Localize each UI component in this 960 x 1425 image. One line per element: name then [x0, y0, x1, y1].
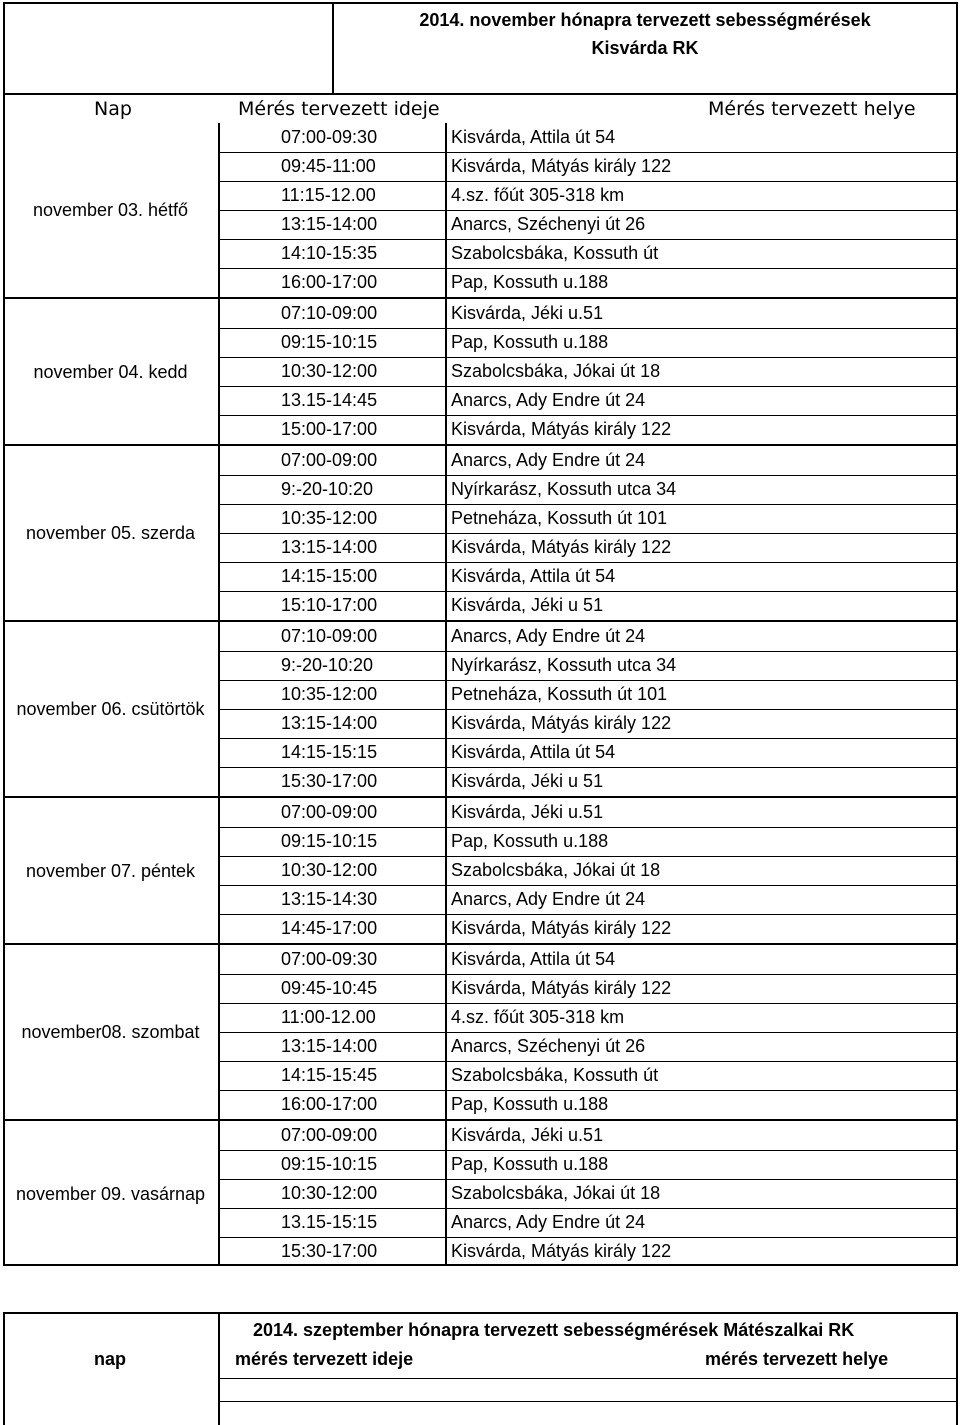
time-cell: 11:00-12.00: [281, 1007, 376, 1027]
time-cell: 15:10-17:00: [281, 595, 378, 615]
place-cell: Kisvárda, Jéki u 51: [451, 771, 604, 791]
row-divider: [218, 1003, 958, 1004]
column-divider-time: [445, 622, 447, 796]
place-cell: Szabolcsbáka, Jókai út 18: [451, 860, 661, 880]
row-divider: [218, 533, 958, 534]
row-divider: [218, 974, 958, 975]
place-cell: Anarcs, Széchenyi út 26: [451, 1036, 646, 1056]
row-divider: [218, 357, 958, 358]
time-cell: 14:15-15:00: [281, 566, 378, 586]
time-cell: 10:30-12:00: [281, 860, 378, 880]
place-cell: Anarcs, Ady Endre út 24: [451, 889, 646, 909]
place-cell: Pap, Kossuth u.188: [451, 1154, 609, 1174]
row-divider: [218, 415, 958, 416]
row-divider: [218, 504, 958, 505]
second-table-border-top: [3, 1312, 958, 1314]
row-divider: [218, 386, 958, 387]
place-cell: Kisvárda, Attila út 54: [451, 742, 616, 762]
row-divider: [218, 1150, 958, 1151]
day-label: november 04. kedd: [33, 361, 188, 382]
day-label: november 05. szerda: [25, 523, 196, 543]
place-cell: Anarcs, Ady Endre út 24: [451, 390, 646, 410]
place-cell: Kisvárda, Mátyás király 122: [451, 537, 672, 557]
row-divider: [218, 475, 958, 476]
column-divider-time: [445, 945, 447, 1119]
time-cell: 13:15-14:30: [281, 889, 378, 909]
page-subtitle: Kisvárda RK: [591, 38, 699, 58]
time-cell: 09:15-10:15: [281, 1154, 378, 1174]
time-cell: 15:30-17:00: [281, 771, 378, 791]
time-cell: 10:35-12:00: [281, 508, 378, 528]
row-divider: [218, 562, 958, 563]
second-table-title: 2014. szeptember hónapra tervezett sebességmérések Mátészalkai RK: [253, 1320, 855, 1340]
place-cell: Kisvárda, Attila út 54: [451, 949, 616, 969]
place-cell: 4.sz. főút 305-318 km: [451, 185, 625, 205]
column-header-day: Nap: [94, 98, 132, 120]
place-cell: Kisvárda, Mátyás király 122: [451, 978, 672, 998]
day-group-divider: [3, 943, 958, 945]
second-table-border-right: [956, 1312, 958, 1425]
time-cell: 11:15-12.00: [281, 185, 376, 205]
row-divider: [218, 767, 958, 768]
row-divider: [218, 1032, 958, 1033]
time-cell: 07:00-09:00: [281, 802, 378, 822]
time-cell: 09:45-11:00: [281, 156, 376, 176]
row-divider: [218, 268, 958, 269]
column-divider-day: [218, 945, 220, 1119]
row-divider: [218, 181, 958, 182]
time-cell: 16:00-17:00: [281, 1094, 378, 1114]
place-cell: Anarcs, Ady Endre út 24: [451, 626, 646, 646]
row-divider: [218, 709, 958, 710]
row-divider: [218, 1179, 958, 1180]
page-title: 2014. november hónapra tervezett sebességmérések: [419, 10, 871, 30]
table-border-left: [3, 2, 5, 1266]
day-label: november08. szombat: [21, 1022, 200, 1042]
place-cell: Szabolcsbáka, Kossuth út: [451, 1065, 659, 1085]
row-divider: [218, 827, 958, 828]
column-divider-time: [445, 123, 447, 297]
column-divider-day: [218, 798, 220, 943]
place-cell: Kisvárda, Mátyás király 122: [451, 918, 672, 938]
place-cell: Nyírkarász, Kossuth utca 34: [451, 479, 677, 499]
row-divider: [218, 1090, 958, 1091]
place-cell: Pap, Kossuth u.188: [451, 272, 609, 292]
time-cell: 07:10-09:00: [281, 303, 378, 323]
time-cell: 16:00-17:00: [281, 272, 378, 292]
row-divider: [218, 1237, 958, 1238]
time-cell: 10:30-12:00: [281, 361, 378, 381]
second-table-row-line: [218, 1401, 958, 1402]
place-cell: Pap, Kossuth u.188: [451, 831, 609, 851]
time-cell: 9:-20-10:20: [281, 479, 374, 499]
place-cell: Petneháza, Kossuth út 101: [451, 508, 668, 528]
place-cell: Kisvárda, Jéki u.51: [451, 1125, 604, 1145]
place-cell: Pap, Kossuth u.188: [451, 1094, 609, 1114]
row-divider: [218, 152, 958, 153]
time-cell: 14:45-17:00: [281, 918, 378, 938]
second-table-divider-vertical: [218, 1312, 220, 1425]
time-cell: 14:10-15:35: [281, 243, 378, 263]
column-divider-day: [218, 446, 220, 620]
column-divider-day: [218, 123, 220, 297]
place-cell: Szabolcsbáka, Jókai út 18: [451, 1183, 661, 1203]
row-divider: [218, 239, 958, 240]
day-group-divider: [3, 796, 958, 798]
place-cell: Kisvárda, Mátyás király 122: [451, 156, 672, 176]
second-column-header-time: mérés tervezett ideje: [235, 1349, 414, 1369]
day-label: november 09. vasárnap: [15, 1183, 206, 1204]
row-divider: [218, 914, 958, 915]
column-divider-day: [218, 622, 220, 796]
time-cell: 15:30-17:00: [281, 1241, 378, 1261]
column-divider-time: [445, 446, 447, 620]
place-cell: Nyírkarász, Kossuth utca 34: [451, 655, 677, 675]
place-cell: Pap, Kossuth u.188: [451, 332, 609, 352]
place-cell: Petneháza, Kossuth út 101: [451, 684, 668, 704]
row-divider: [218, 885, 958, 886]
time-cell: 13:15-14:00: [281, 713, 378, 733]
time-cell: 07:00-09:30: [281, 949, 378, 969]
place-cell: Kisvárda, Attila út 54: [451, 566, 616, 586]
place-cell: Kisvárda, Jéki u.51: [451, 802, 604, 822]
header-divider: [3, 93, 958, 95]
row-divider: [218, 856, 958, 857]
row-divider: [218, 651, 958, 652]
day-label: november 07. péntek: [25, 860, 196, 881]
row-divider: [218, 328, 958, 329]
day-group-divider: [3, 1119, 958, 1121]
time-cell: 07:10-09:00: [281, 626, 378, 646]
time-cell: 14:15-15:45: [281, 1065, 378, 1085]
column-header-place: Mérés tervezett helye: [708, 98, 916, 120]
day-group-divider: [3, 620, 958, 622]
column-header-time: Mérés tervezett ideje: [238, 98, 440, 120]
time-cell: 13:15-14:00: [281, 537, 378, 557]
row-divider: [218, 680, 958, 681]
day-label: november 06. csütörtök: [16, 699, 205, 719]
second-column-header-place: mérés tervezett helye: [705, 1349, 889, 1369]
time-cell: 13.15-14:45: [281, 390, 378, 410]
time-cell: 15:00-17:00: [281, 419, 378, 439]
place-cell: 4.sz. főút 305-318 km: [451, 1007, 625, 1027]
second-table-row-line: [218, 1378, 958, 1379]
place-cell: Kisvárda, Attila út 54: [451, 127, 616, 147]
column-divider-time: [445, 1121, 447, 1266]
time-cell: 07:00-09:30: [281, 127, 378, 147]
day-group-divider: [3, 297, 958, 299]
place-cell: Anarcs, Ady Endre út 24: [451, 1212, 646, 1232]
time-cell: 09:15-10:15: [281, 831, 378, 851]
column-divider-day: [218, 299, 220, 444]
time-cell: 09:15-10:15: [281, 332, 378, 352]
place-cell: Szabolcsbáka, Jókai út 18: [451, 361, 661, 381]
time-cell: 07:00-09:00: [281, 1125, 378, 1145]
time-cell: 13.15-15:15: [281, 1212, 378, 1232]
place-cell: Kisvárda, Mátyás király 122: [451, 713, 672, 733]
time-cell: 07:00-09:00: [281, 450, 378, 470]
time-cell: 09:45-10:45: [281, 978, 378, 998]
column-divider-time: [445, 798, 447, 943]
place-cell: Kisvárda, Mátyás király 122: [451, 419, 672, 439]
place-cell: Kisvárda, Jéki u 51: [451, 595, 604, 615]
day-group-divider: [3, 444, 958, 446]
row-divider: [218, 1061, 958, 1062]
column-divider-day: [218, 1121, 220, 1266]
place-cell: Anarcs, Széchenyi út 26: [451, 214, 646, 234]
place-cell: Kisvárda, Mátyás király 122: [451, 1241, 672, 1261]
time-cell: 10:30-12:00: [281, 1183, 378, 1203]
time-cell: 13:15-14:00: [281, 1036, 378, 1056]
column-divider-time: [445, 299, 447, 444]
time-cell: 13:15-14:00: [281, 214, 378, 234]
time-cell: 14:15-15:15: [281, 742, 378, 762]
table-border-top: [3, 2, 958, 4]
table-border-right: [956, 2, 958, 1266]
table-border-bottom: [3, 1264, 958, 1266]
second-table-border-left: [3, 1312, 5, 1425]
second-column-header-day: nap: [94, 1349, 127, 1369]
day-label: november 03. hétfő: [32, 200, 189, 220]
row-divider: [218, 1208, 958, 1209]
time-cell: 10:35-12:00: [281, 684, 378, 704]
place-cell: Kisvárda, Jéki u.51: [451, 303, 604, 323]
row-divider: [218, 738, 958, 739]
place-cell: Anarcs, Ady Endre út 24: [451, 450, 646, 470]
time-cell: 9:-20-10:20: [281, 655, 374, 675]
row-divider: [218, 591, 958, 592]
place-cell: Szabolcsbáka, Kossuth út: [451, 243, 659, 263]
row-divider: [218, 210, 958, 211]
